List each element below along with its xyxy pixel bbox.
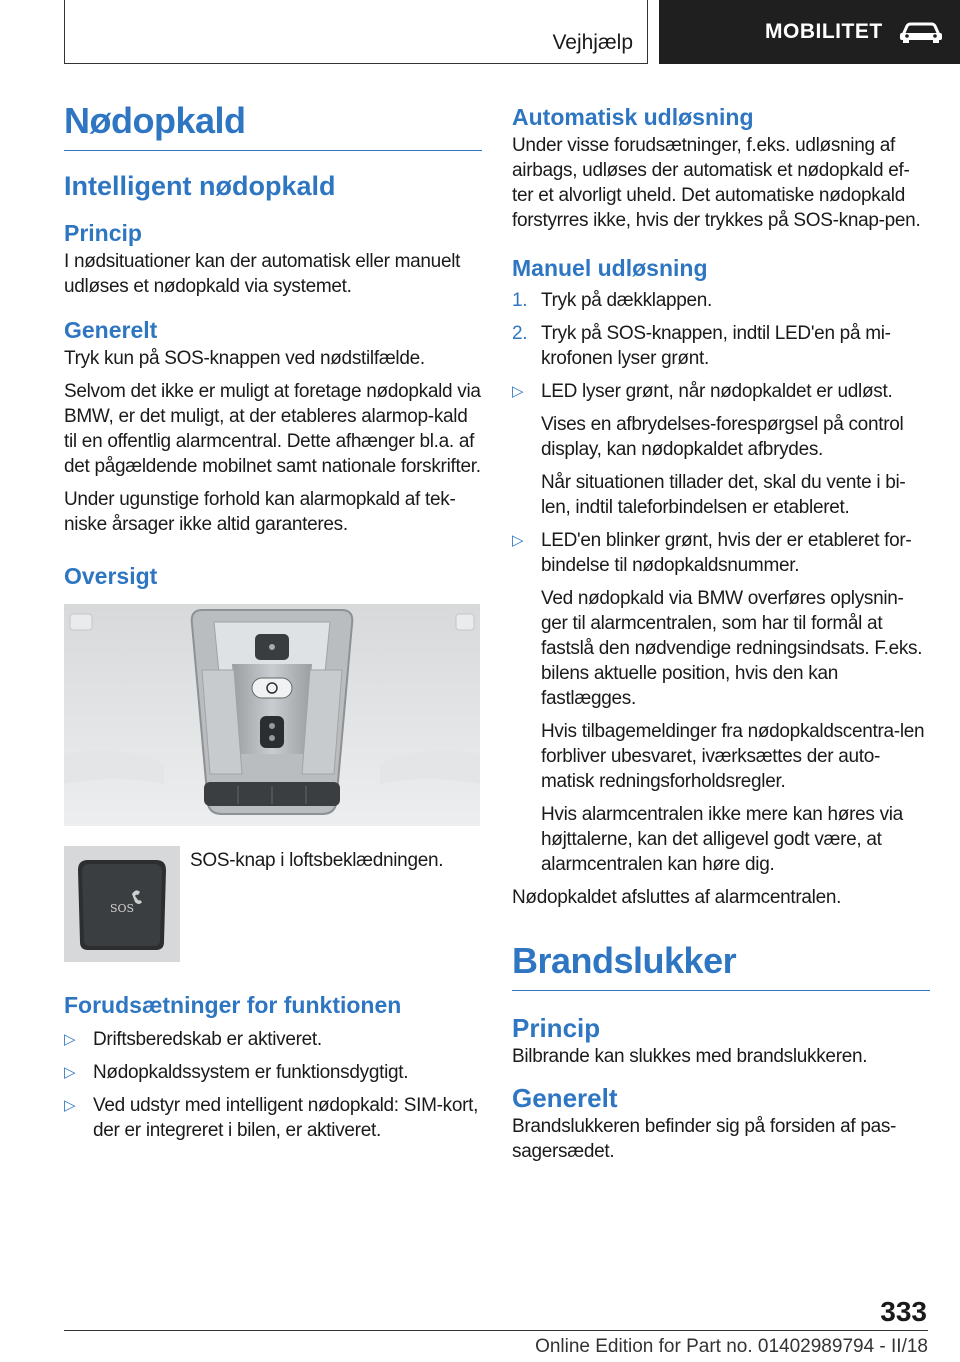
subheading-princip: Princip: [64, 220, 142, 246]
subheading-automatisk: Automatisk udløsning: [512, 104, 754, 130]
led2-sub-text-2: Hvis tilbagemeldinger fra nødopkaldscentra-len forbliver ubesvaret, iværksættes der auto-matisk redningsforholdsregler.: [541, 721, 925, 792]
sos-figure-row: [64, 846, 482, 962]
left-column: [64, 100, 482, 1151]
led1-sub-text-1: Vises en afbrydelses-forespørgsel på control display, kan nødopkaldet afbrydes.: [541, 414, 904, 460]
led-result-list: [512, 379, 930, 404]
headliner-console-photo: [64, 604, 480, 826]
led2-sub-text-3: Hvis alarmcentralen ikke mere kan høres via højttalerne, kan det alligevel godt være, at alarmcentralen kan høre dig.: [541, 804, 903, 875]
list-item: ▷ Driftsberedskab er aktiveret.: [64, 1027, 482, 1052]
step-number: 2.: [512, 323, 528, 344]
section-title-brandslukker: Brandslukker: [512, 940, 930, 991]
led2-sub-text-1: Ved nødopkald via BMW overføres oplysnin-ger til alarmcentralen, som har til formål at fastslå den nødvendige redningsindsats. F.eks. bilens aktuelle position, hvis den kan fastlægges.: [541, 588, 923, 709]
princip-text: I nødsituationer kan der automatisk eller manuelt udløses et nødopkald via systemet.: [64, 251, 461, 297]
generelt-text-1: Tryk kun på SOS-knappen ved nødstilfælde.: [64, 348, 425, 369]
led1-sub-text-2: Når situationen tillader det, skal du vente i bi-len, indtil taleforbindelsen er etableret.: [541, 472, 906, 518]
header-section-title: Vejhjælp: [552, 31, 633, 54]
list-item: ▷ LED'en blinker grønt, hvis der er etableret for-bindelse til nødopkaldsnummer.: [512, 528, 930, 578]
step-text: Tryk på dækklappen.: [541, 290, 713, 311]
led-result-list-2: [512, 528, 930, 578]
brand-princip-text: Bilbrande kan slukkes med brandslukkeren.: [512, 1046, 868, 1067]
header-chapter-tab: [659, 0, 960, 64]
step-text: Tryk på SOS-knappen, indtil LED'en på mi-krofonen lyser grønt.: [541, 323, 891, 369]
afslut-text: Nødopkaldet afsluttes af alarmcentralen.: [512, 887, 842, 908]
section-heading-intelligent: Intelligent nødopkald: [64, 171, 336, 201]
step-number: 1.: [512, 290, 528, 311]
manuel-steps-list: [512, 288, 930, 371]
forudsaetninger-list: [64, 1027, 482, 1143]
subheading-generelt: Generelt: [64, 317, 158, 343]
footer-divider: [64, 1330, 928, 1331]
brand-generelt-text: Brandslukkeren befinder sig på forsiden af pas-sagersædet.: [512, 1116, 897, 1162]
list-item: ▷ Nødopkaldssystem er funktionsdygtigt.: [64, 1060, 482, 1085]
list-item: [512, 321, 930, 371]
list-item: ▷ Ved udstyr med intelligent nødopkald: SIM-kort, der er integreret i bilen, er aktiveret.: [64, 1093, 482, 1143]
automatisk-text: Under visse forudsætninger, f.eks. udløsning af airbags, udløses der automatisk et nødopkald ef-ter et alvorligt uheld. Det automatiske nødopkald forstyrres ikke, hvis der trykkes på SOS-knap-pen.: [512, 135, 921, 231]
right-column: [512, 104, 930, 1172]
subheading-oversigt: Oversigt: [64, 563, 158, 589]
sos-button-photo: [64, 846, 180, 962]
car-icon: [897, 20, 945, 44]
figure-caption: SOS-knap i loftsbeklædningen.: [190, 850, 444, 871]
page-number: 333: [880, 1296, 927, 1327]
subheading-brand-princip: Princip: [512, 1013, 601, 1043]
svg-text:SOS: SOS: [109, 902, 135, 915]
page-title: Nødopkald: [64, 100, 482, 151]
list-item: ▷ LED lyser grønt, når nødopkaldet er udløst.: [512, 379, 930, 404]
subheading-brand-generelt: Generelt: [512, 1083, 618, 1113]
generelt-text-2: Selvom det ikke er muligt at foretage nødopkald via BMW, er det muligt, at der etableres alarmop-kald til en offentlig alarmcentral. Dette afhænger bl.a. af det pågældende mobilnet samt nationale forskrifter.: [64, 381, 481, 477]
header-chapter-title: MOBILITET: [765, 20, 883, 43]
subheading-forudsaetninger: Forudsætninger for funktionen: [64, 992, 402, 1018]
header-section-box: [64, 0, 648, 64]
subheading-manuel: Manuel udløsning: [512, 255, 708, 281]
footer-edition: Online Edition for Part no. 01402989794 - II/18: [535, 1336, 928, 1357]
list-item: [512, 288, 930, 313]
generelt-text-3: Under ugunstige forhold kan alarmopkald af tek-niske årsager ikke altid garanteres.: [64, 489, 456, 535]
